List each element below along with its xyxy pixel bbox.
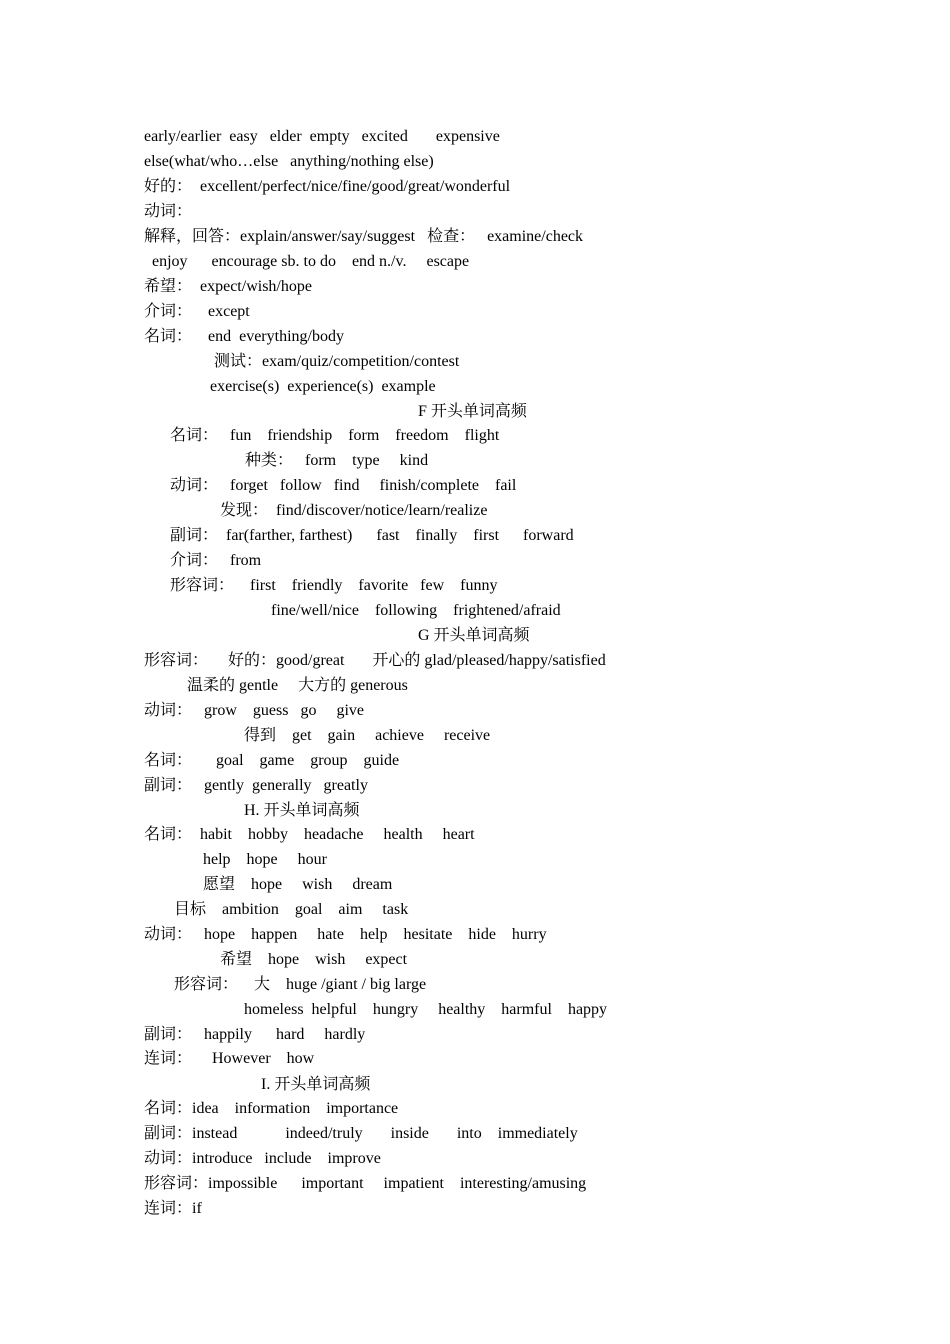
text-line-26: 名词： goal game group guide	[144, 752, 400, 769]
text-line-3: 好的： excellent/perfect/nice/fine/good/great/wonderful	[144, 178, 511, 195]
text-line-40: 名词：idea information importance	[144, 1100, 399, 1117]
text-line-35: 形容词： 大 huge /giant / big large	[174, 976, 427, 993]
text-line-33: 动词： hope happen hate help hesitate hide hurry	[144, 926, 547, 943]
text-line-43: 形容词：impossible important impatient interesting/amusing	[144, 1175, 587, 1192]
text-line-18: 介词： from	[170, 552, 262, 569]
text-line-2: else(what/who…else anything/nothing else)	[144, 153, 434, 170]
text-line-6: enjoy encourage sb. to do end n./v. escape	[144, 253, 470, 270]
text-line-31: 愿望 hope wish dream	[203, 876, 393, 893]
text-line-19: 形容词： first friendly favorite few funny	[170, 577, 498, 594]
text-line-15: 动词： forget follow find finish/complete fail	[170, 477, 517, 494]
text-line-41: 副词：instead indeed/truly inside into immediately	[144, 1125, 578, 1142]
text-line-14: 种类： form type kind	[245, 452, 429, 469]
section-heading-h: H. 开头单词高频	[244, 802, 360, 819]
text-line-22: 形容词： 好的：good/great 开心的 glad/pleased/happy/satisfied	[144, 652, 606, 669]
text-line-32: 目标 ambition goal aim task	[174, 901, 409, 918]
text-line-7: 希望： expect/wish/hope	[144, 278, 312, 295]
text-line-20: fine/well/nice following frightened/afraid	[271, 602, 561, 619]
text-line-13: 名词： fun friendship form freedom flight	[170, 427, 500, 444]
section-heading-f: F 开头单词高频	[418, 403, 527, 420]
text-line-16: 发现： find/discover/notice/learn/realize	[220, 502, 488, 519]
text-line-24: 动词： grow guess go give	[144, 702, 364, 719]
text-line-4: 动词：	[144, 203, 193, 220]
text-line-10: 测试：exam/quiz/competition/contest	[214, 353, 460, 370]
text-line-1: early/earlier easy elder empty excited expensive	[144, 128, 500, 145]
section-heading-g: G 开头单词高频	[418, 627, 530, 644]
text-line-42: 动词：introduce include improve	[144, 1150, 381, 1167]
text-line-17: 副词： far(farther, farthest) fast finally first forward	[170, 527, 574, 544]
section-heading-i: I. 开头单词高频	[261, 1076, 371, 1093]
text-line-9: 名词： end everything/body	[144, 328, 344, 345]
text-line-27: 副词： gently generally greatly	[144, 777, 368, 794]
text-line-23: 温柔的 gentle 大方的 generous	[187, 677, 408, 694]
text-line-5: 解释，回答：explain/answer/say/suggest 检查： examine/check	[144, 228, 584, 245]
text-line-37: 副词： happily hard hardly	[144, 1026, 366, 1043]
text-line-29: 名词： habit hobby headache health heart	[144, 826, 475, 843]
text-line-34: 希望 hope wish expect	[220, 951, 408, 968]
text-line-30: help hope hour	[203, 851, 327, 868]
text-line-11: exercise(s) experience(s) example	[210, 378, 436, 395]
text-line-38: 连词： However how	[144, 1050, 315, 1067]
text-line-36: homeless helpful hungry healthy harmful happy	[244, 1001, 608, 1018]
text-line-44: 连词：if	[144, 1200, 202, 1217]
text-line-8: 介词： except	[144, 303, 250, 320]
text-line-25: 得到 get gain achieve receive	[244, 727, 491, 744]
